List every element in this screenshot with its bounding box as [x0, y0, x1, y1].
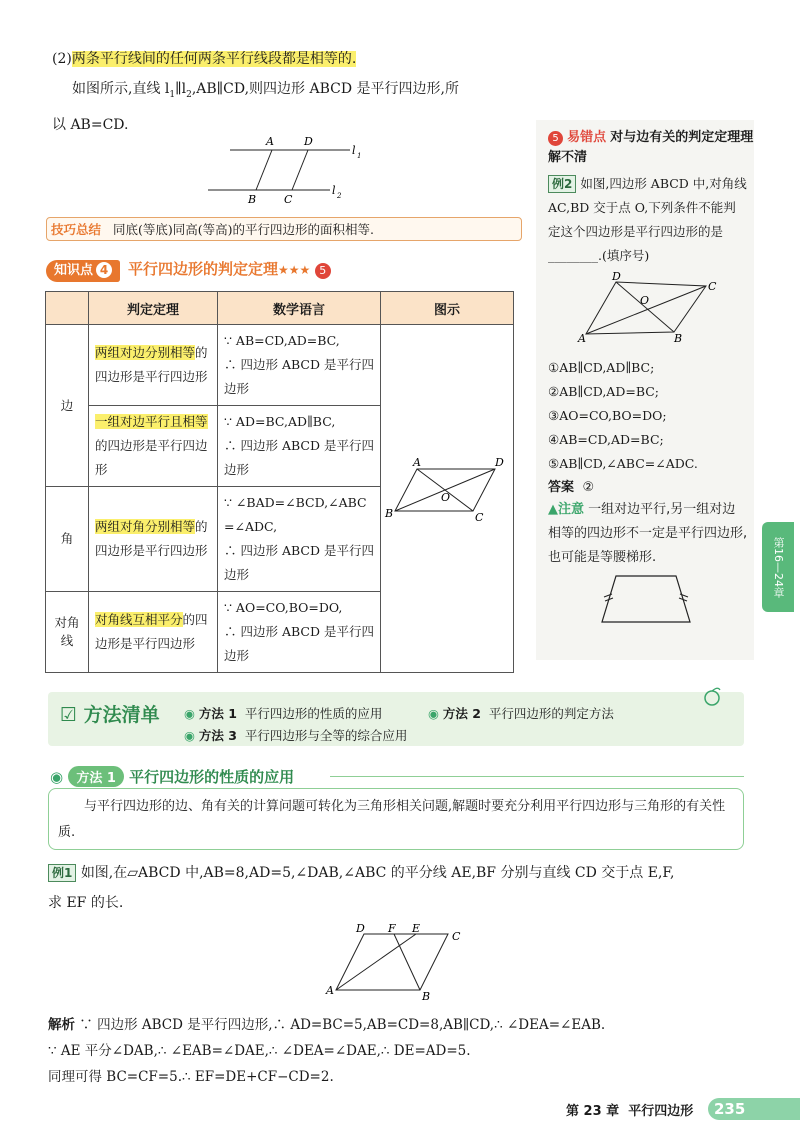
r3-math-2: ∴ 四边形 ABCD 是平行四边形	[224, 543, 374, 582]
method-3-text: 平行四边形与全等的综合应用	[244, 728, 408, 743]
kp-num: 4	[96, 262, 112, 278]
method-1-label: 方法 1	[198, 706, 237, 721]
bullet-icon: ◉	[184, 706, 195, 721]
answer-line	[548, 476, 594, 495]
example1-line1-text: 如图,在▱ABCD 中,AB=8,AD=5,∠DAB,∠ABC 的平分线 AE,BF 分别与直线 CD 交于点 E,F,	[80, 865, 675, 881]
sidebar-circle: 5	[548, 131, 563, 146]
example1-label: 例1	[48, 864, 76, 882]
footer-chapter	[566, 1100, 693, 1119]
ex2-label-D: D	[612, 272, 621, 283]
example2-text: 如图,四边形 ABCD 中,对角线 AC,BD 交于点 O,下列条件不能判定这个四边形是平行四边形的是________.(填序号)	[548, 176, 747, 263]
example2-figure	[572, 272, 722, 344]
r2-rest: 的四边形是平行四边形	[95, 438, 208, 477]
trapezoid-shape	[602, 576, 690, 622]
r3-math-0: ∵ ∠BAD=∠BCD,∠ABC	[224, 495, 367, 510]
example2-block	[548, 172, 748, 268]
r2-math-1: ∴ 四边形 ABCD 是平行四边形	[224, 438, 374, 477]
label-A: A	[266, 135, 274, 148]
r4-math-0: ∵ AO=CO,BO=DO,	[224, 600, 343, 615]
method-1-text: 平行四边形的性质的应用	[244, 706, 383, 721]
segment-dc	[292, 150, 308, 190]
header-blank	[46, 292, 89, 325]
item2-text1b: ∥l	[175, 81, 187, 97]
ex1-label-F: F	[388, 922, 396, 935]
header-theorem: 判定定理	[89, 292, 218, 325]
tip-box	[46, 217, 522, 241]
method1-rule	[330, 776, 744, 777]
kp-title: 平行四边形的判定定理	[128, 260, 279, 278]
ex1-label-D: D	[356, 922, 365, 935]
footer-chapter-num: 第 23 章	[566, 1104, 620, 1119]
item2-label: (2)	[52, 51, 72, 67]
method1-pill-text: 方法	[76, 771, 103, 786]
r4-math-1: ∴ 四边形 ABCD 是平行四边形	[224, 624, 374, 663]
cat-angle: 角	[46, 487, 89, 592]
tip-text: 同底(等底)同高(等高)的平行四边形的面积相等.	[113, 222, 374, 237]
answer-value: ②	[582, 480, 595, 495]
note-label	[548, 502, 584, 517]
label-D: D	[304, 135, 313, 148]
method1-pill-num: 1	[106, 771, 116, 786]
ex1-bisector-bf	[394, 934, 420, 990]
note-icon: ▲	[548, 502, 558, 517]
solution-line3: 同理可得 BC=CF=5.∴ EF=DE+CF−CD=2.	[48, 1069, 334, 1085]
r1-hl: 两组对边分别相等	[95, 345, 196, 360]
label-l2-sub: 2	[337, 192, 342, 200]
ex1-label-A: A	[326, 984, 334, 997]
option-item: ③AO=CO,BO=DO;	[548, 408, 667, 423]
example1-figure	[320, 920, 480, 1004]
cat-diagonal: 对角线	[46, 592, 89, 673]
trapezoid-figure	[596, 572, 696, 628]
method-3-label: 方法 3	[198, 728, 237, 743]
ex1-label-E: E	[412, 922, 421, 935]
method-list-title: 方法清单	[83, 704, 160, 726]
kp-circle: 5	[315, 263, 331, 279]
solution-label: 解析	[48, 1017, 75, 1033]
label-l2: l	[332, 184, 336, 197]
sidebar-title-text: 对与边有关的判定定理理解不清	[548, 130, 754, 165]
chapter-tab[interactable]: 第16—24章	[762, 522, 794, 612]
checkbox-icon: ☑	[60, 704, 78, 726]
ex1-parallelogram	[336, 934, 448, 990]
theorem-cell	[89, 325, 218, 406]
math-cell	[218, 592, 381, 673]
r4-rest: 的四边形是平行四边形	[95, 612, 208, 651]
item2-text1c: ,AB∥CD,则四边形 ABCD 是平行四边形,所	[191, 81, 459, 97]
method-list-heading	[60, 700, 160, 727]
math-cell	[218, 487, 381, 592]
solution-line1-text: ∵ 四边形 ABCD 是平行四边形,∴ AD=BC=5,AB=CD=8,AB∥CD,∴ ∠DEA=∠EAB.	[79, 1017, 606, 1033]
answer-label: 答案	[548, 480, 575, 495]
sidebar-title	[548, 128, 758, 168]
label-l1: l	[352, 144, 356, 157]
table-row	[46, 325, 514, 406]
fig-label-O: O	[441, 490, 451, 504]
solution-line2: ∵ AE 平分∠DAB,∴ ∠EAB=∠DAE,∴ ∠DEA=∠DAE,∴ DE=AD=5.	[48, 1043, 471, 1059]
item2-heading: 两条平行线间的任何两条平行线段都是相等的.	[71, 51, 357, 67]
page-number: 235	[714, 1100, 746, 1118]
solution-block	[48, 1012, 748, 1090]
ex2-diagonal-bd	[616, 282, 674, 332]
theorem-table	[45, 291, 514, 673]
theorem-cell	[89, 406, 218, 487]
note-text: 一组对边平行,另一组对边相等的四边形不一定是平行四边形,也可能是等腰梯形.	[548, 502, 748, 565]
method-item-2[interactable]	[428, 704, 614, 722]
label-C: C	[284, 193, 293, 206]
theorem-cell	[89, 487, 218, 592]
header-math: 数学语言	[218, 292, 381, 325]
example1-block	[48, 858, 748, 918]
r2-hl: 一组对边平行且相等	[95, 414, 208, 429]
tip-label: 技巧总结	[51, 222, 102, 237]
example2-label: 例2	[548, 175, 576, 193]
r4-hl: 对角线互相平分	[95, 612, 183, 627]
figure-cell	[381, 325, 514, 673]
example1-line2: 求 EF 的长.	[48, 895, 124, 911]
sidebar-tag: 易错点	[567, 130, 607, 145]
tick-right-1	[680, 594, 688, 597]
option-item: ①AB∥CD,AD∥BC;	[548, 360, 655, 375]
header-figure: 图示	[381, 292, 514, 325]
r3-rest: 的四边形是平行四边形	[95, 519, 208, 558]
option-item: ④AB=CD,AD=BC;	[548, 432, 664, 447]
item2-block	[52, 44, 522, 140]
fig-label-A: A	[413, 455, 421, 469]
note-block	[548, 498, 748, 570]
r1-math-1: ∴ 四边形 ABCD 是平行四边形	[224, 357, 374, 396]
footer-title: 平行四边形	[628, 1104, 694, 1119]
method-item-3[interactable]	[184, 726, 407, 744]
r3-hl: 两组对角分别相等	[95, 519, 196, 534]
example1-line1	[48, 858, 748, 888]
segment-ab	[256, 150, 272, 190]
table-header-row	[46, 292, 514, 325]
ex1-label-B: B	[422, 990, 431, 1003]
knowledge-point-header	[46, 258, 526, 284]
kp-badge	[46, 260, 120, 282]
item2-text1a: 如图所示,直线 l	[72, 81, 170, 97]
option-item: ⑤AB∥CD,∠ABC=∠ADC.	[548, 456, 698, 471]
method1-pill	[68, 766, 124, 787]
method-2-text: 平行四边形的判定方法	[488, 706, 614, 721]
label-l1-sub: 1	[357, 152, 362, 160]
example2-options	[548, 356, 748, 476]
solution-line1	[48, 1012, 748, 1038]
label-B: B	[248, 193, 257, 206]
math-cell	[218, 325, 381, 406]
fig-label-B: B	[385, 506, 394, 520]
method1-text: 与平行四边形的边、角有关的计算问题可转化为三角形相关问题,解题时要充分利用平行四边形与三角形的有关性质.	[58, 799, 726, 840]
diagonal-bd	[395, 469, 495, 511]
r1-rest: 的四边形是平行四边形	[95, 345, 208, 384]
option-item: ②AB∥CD,AD=BC;	[548, 384, 660, 399]
ex2-label-O: O	[640, 294, 650, 307]
note-label-text: 注意	[558, 502, 585, 517]
theorem-cell	[89, 592, 218, 673]
ex2-label-B: B	[674, 332, 683, 344]
item2-heading-line	[52, 44, 522, 74]
bullet-icon: ◉	[428, 706, 439, 721]
leaf-icon	[700, 686, 724, 710]
item2-text1: 如图所示,直线 $l_1\parallel l_2,AB\parallel CD$,则四边形 ABCD 是平行四边形,所	[72, 81, 459, 100]
bullet-icon: ◉	[50, 768, 64, 786]
ex2-label-C: C	[708, 280, 717, 293]
r2-math-0: ∵ AD=BC,AD∥BC,	[224, 414, 336, 429]
tick-left-1	[604, 594, 612, 597]
ex1-bisector-ae	[336, 934, 416, 990]
ex1-label-C: C	[452, 930, 461, 943]
kp-badge-text: 知识点	[54, 263, 94, 278]
kp-stars: ★★★	[278, 263, 311, 277]
method-item-1[interactable]	[184, 704, 382, 722]
ex2-label-A: A	[578, 332, 586, 344]
fig-label-C: C	[475, 510, 484, 524]
parallelogram-figure	[381, 455, 511, 535]
r3-math-1: =∠ADC,	[224, 519, 278, 534]
parallel-lines-figure	[200, 132, 370, 206]
r1-math-0: ∵ AB=CD,AD=BC,	[224, 333, 340, 348]
method1-title: 平行四边形的性质的应用	[129, 768, 295, 786]
fig-label-D: D	[495, 455, 504, 469]
bullet-icon: ◉	[184, 728, 195, 743]
page-number-badge	[708, 1098, 800, 1120]
cat-side: 边	[46, 325, 89, 487]
method-2-label: 方法 2	[442, 706, 481, 721]
method1-heading	[50, 766, 294, 787]
math-cell	[218, 406, 381, 487]
item2-text2: 以 AB=CD.	[52, 116, 129, 133]
